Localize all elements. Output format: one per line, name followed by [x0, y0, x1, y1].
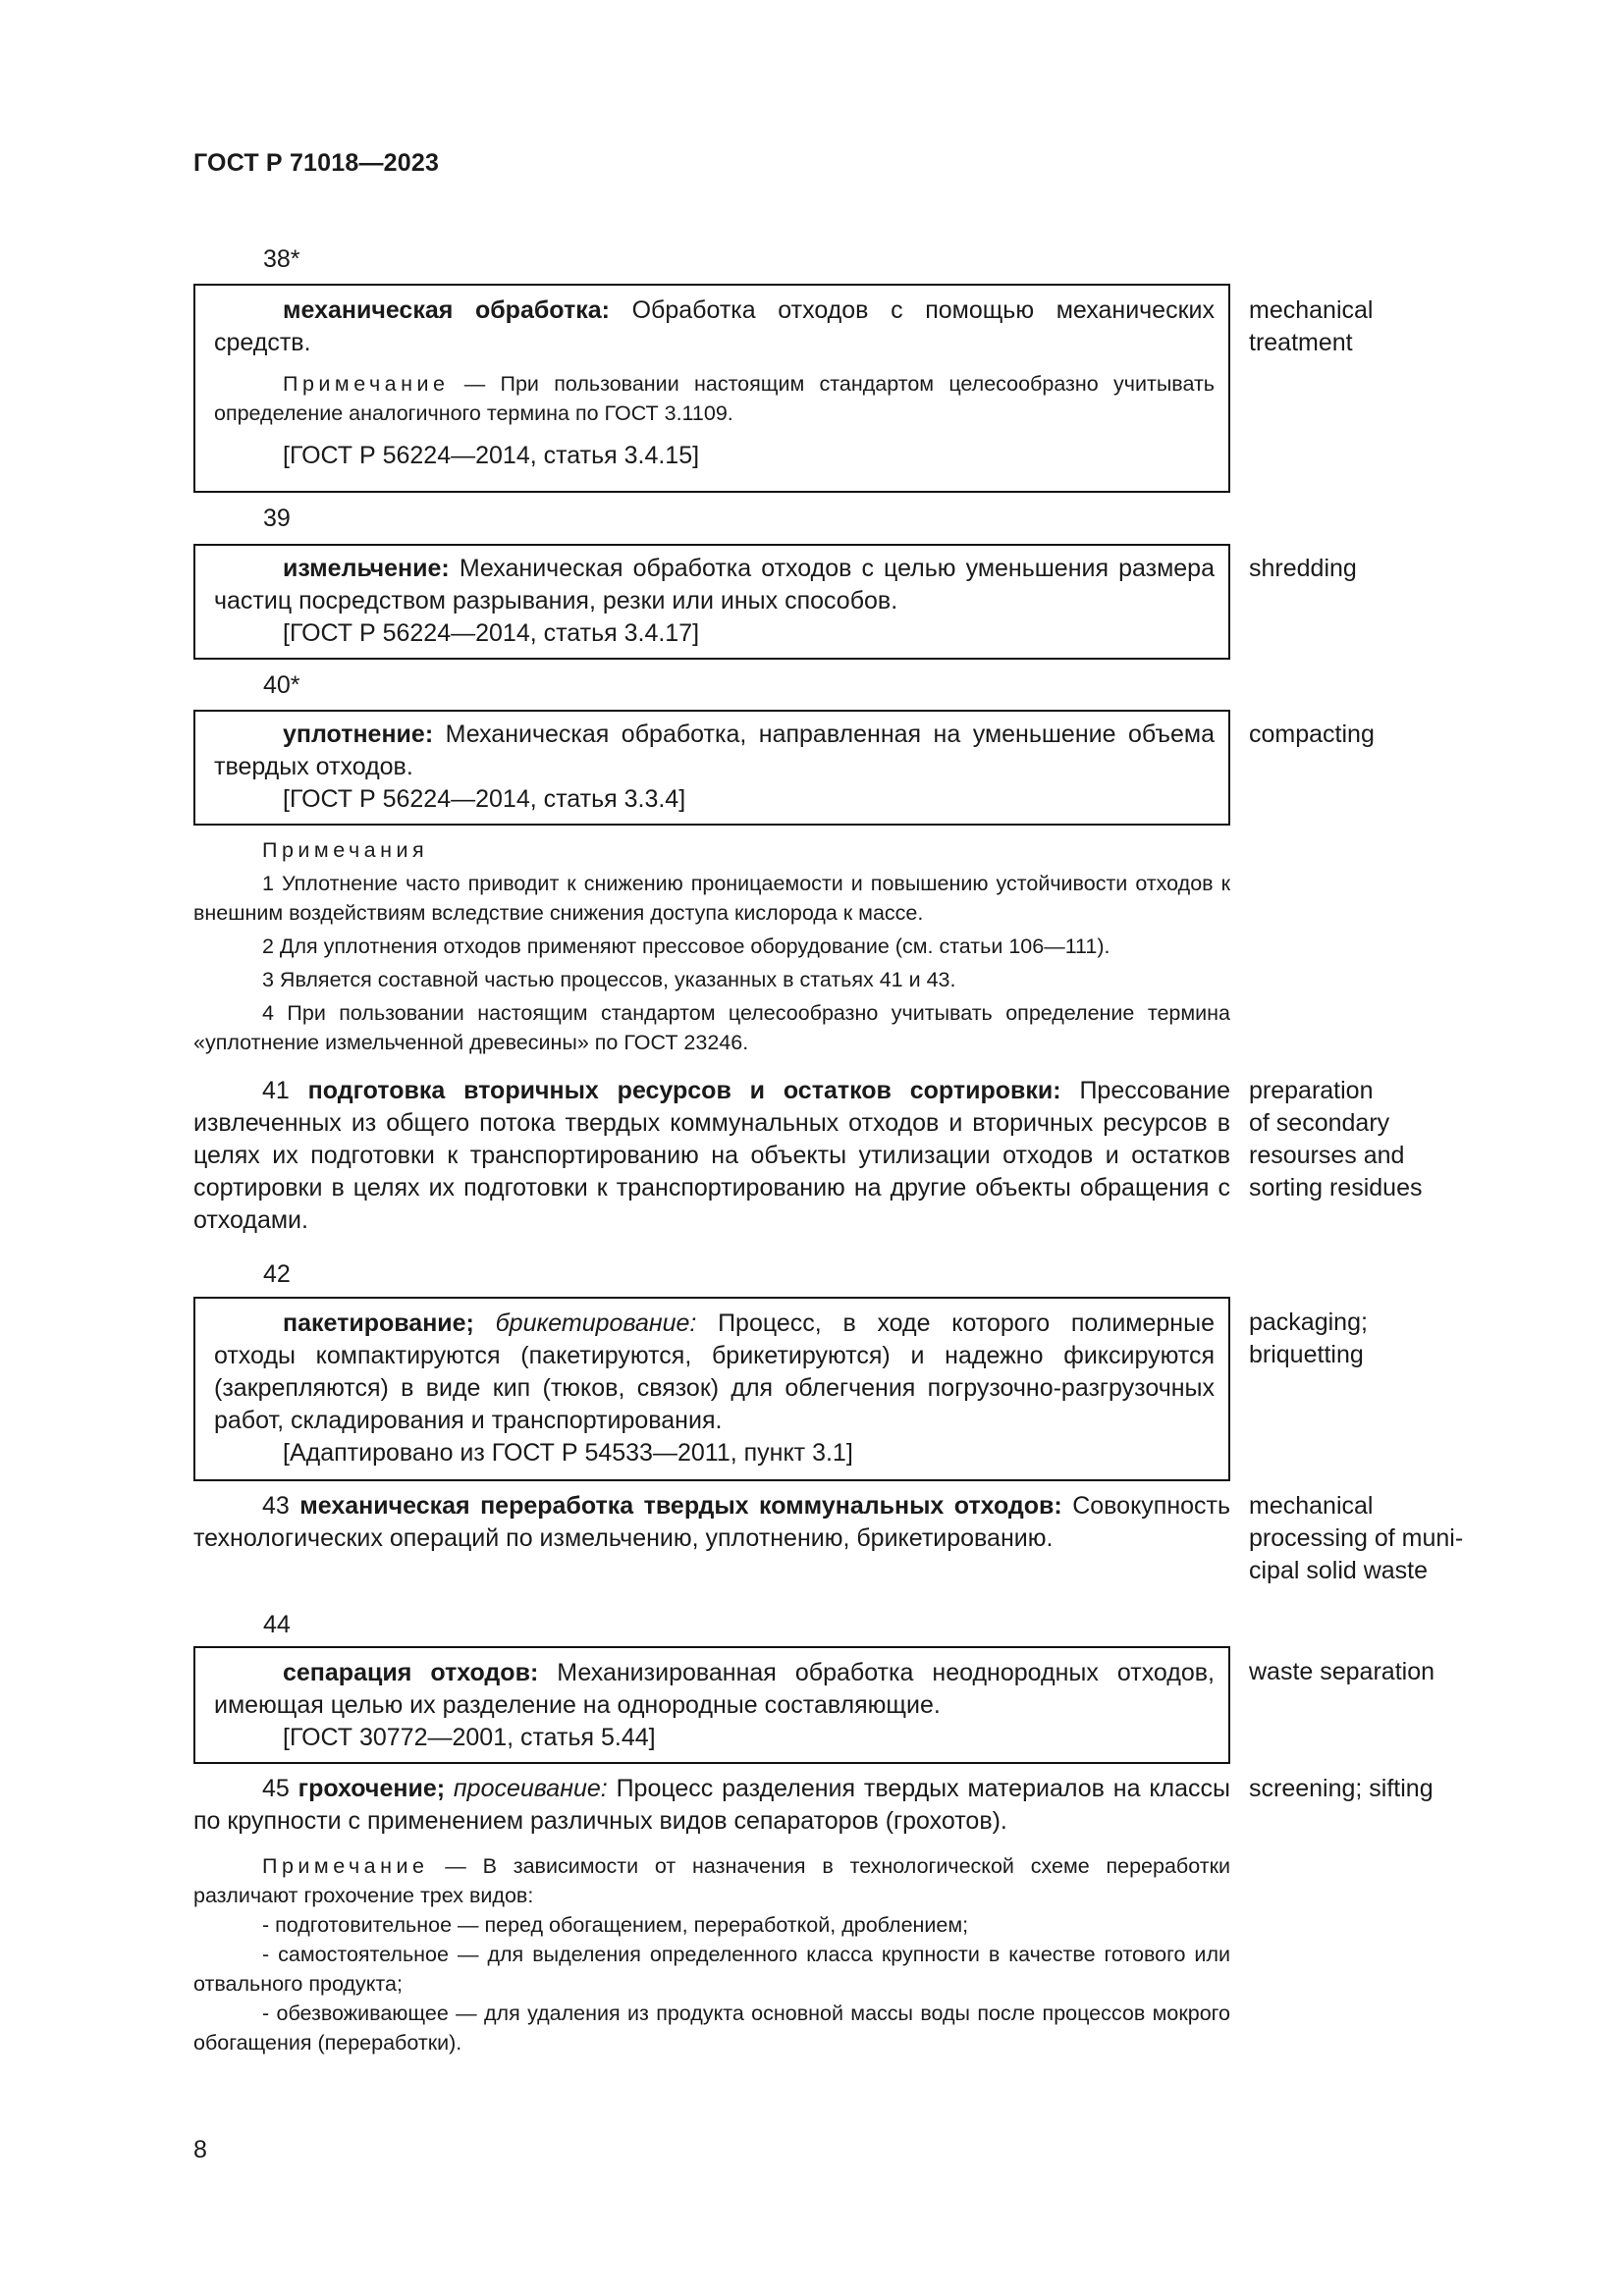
term-english-45	[1249, 1773, 1434, 1805]
term-name: механическая обработка:	[283, 296, 610, 324]
term-def-text: Процесс разделения твердых материалов на классы по крупности с применением различных видов сепараторов (грохотов).	[193, 1775, 1230, 1835]
term-name: грохочение;	[298, 1775, 446, 1802]
term-def-text: Процесс, в ходе которого полимерные отходы компактируются (пакетируются, брикетируются) и надежно фиксируются (закрепляются) в виде кип (тюков, связок) для облегчения погрузочно-разгрузочных работ, складирования и транспортирования.	[214, 1309, 1215, 1434]
term-45	[193, 1773, 1230, 2057]
notes-block-40	[193, 835, 1230, 1057]
term-english-40	[1249, 719, 1375, 751]
term-english-39	[1249, 553, 1357, 585]
english-line: of secondary	[1249, 1109, 1390, 1137]
term-number: 42	[263, 1260, 291, 1288]
term-source: [ГОСТ 30772—2001, статья 5.44]	[283, 1724, 656, 1751]
english-line: screening; sifting	[1249, 1775, 1434, 1802]
term-definition	[214, 1308, 1215, 1437]
english-line: shredding	[1249, 555, 1357, 582]
term-box-38	[193, 284, 1230, 493]
term-41	[193, 1075, 1230, 1237]
english-line: treatment	[1249, 329, 1353, 356]
note-item: 2 Для уплотнения отходов применяют прессовое оборудование (см. статьи 106—111).	[262, 934, 1110, 958]
note-text: — При пользовании настоящим стандартом целесообразно учитывать определение аналогичного термина по ГОСТ 3.1109.	[214, 372, 1215, 425]
term-synonym: брикетирование:	[495, 1309, 697, 1337]
term-note	[193, 1851, 1230, 1910]
term-number: 38*	[263, 245, 300, 273]
term-source: [ГОСТ Р 56224—2014, статья 3.4.17]	[283, 619, 700, 647]
term-source: [ГОСТ Р 56224—2014, статья 3.4.15]	[283, 442, 700, 469]
notes-label	[193, 835, 1230, 865]
note-list-item: - подготовительное — перед обогащением, переработкой, дроблением;	[262, 1913, 969, 1937]
term-source: [Адаптировано из ГОСТ Р 54533—2011, пункт 3.1]	[283, 1439, 853, 1467]
term-def-text: Совокупность технологических операций по измельчению, уплотнению, брикетированию.	[193, 1492, 1231, 1552]
term-synonym: просеивание:	[453, 1775, 608, 1802]
term-definition	[214, 1657, 1215, 1722]
document-header: ГОСТ Р 71018—2023	[193, 149, 440, 177]
note-text: — В зависимости от назначения в технологической схеме переработки различают грохочение трех видов:	[193, 1854, 1230, 1907]
term-number: 43	[262, 1492, 290, 1520]
term-english-42	[1249, 1307, 1368, 1371]
term-name: уплотнение:	[283, 721, 434, 748]
term-name: пакетирование;	[283, 1309, 474, 1337]
term-name: механическая переработка твердых коммунальных отходов:	[299, 1492, 1062, 1520]
english-line: processing of muni-	[1249, 1524, 1464, 1552]
term-definition	[193, 1490, 1230, 1555]
english-line: mechanical	[1249, 296, 1374, 324]
term-box-42	[193, 1297, 1230, 1481]
notes-label-text: Примечания	[262, 838, 429, 862]
term-definition	[214, 719, 1215, 783]
term-english-43	[1249, 1490, 1463, 1587]
english-line: compacting	[1249, 721, 1375, 748]
term-definition	[214, 553, 1215, 617]
term-number: 41	[262, 1077, 290, 1104]
term-name: подготовка вторичных ресурсов и остатков сортировки:	[307, 1077, 1061, 1104]
term-def-text: Обработка отходов с помощью механических средств.	[214, 296, 1215, 356]
term-def-text: Механизированная обработка неоднородных отходов, имеющая целью их разделение на однородные составляющие.	[214, 1659, 1215, 1719]
term-43	[193, 1490, 1230, 1555]
term-number: 40*	[263, 671, 300, 699]
note-item: 1 Уплотнение часто приводит к снижению проницаемости и повышению устойчивости отходов к внешним воздействиям вследствие снижения доступа кислорода к массе.	[193, 872, 1230, 925]
term-definition	[193, 1075, 1230, 1237]
english-line: cipal solid waste	[1249, 1557, 1429, 1584]
english-line: packaging;	[1249, 1308, 1368, 1336]
english-line: preparation	[1249, 1077, 1374, 1104]
note-label: Примечание	[262, 1854, 429, 1878]
term-number: 44	[263, 1611, 291, 1638]
note-list-item: - обезвоживающее — для удаления из продукта основной массы воды после процессов мокрого обогащения (переработки).	[193, 2002, 1230, 2055]
term-number: 39	[263, 505, 291, 532]
term-english-44	[1249, 1656, 1435, 1688]
term-english-38	[1249, 294, 1373, 359]
term-name: сепарация отходов:	[283, 1659, 539, 1686]
note-list-item: - самостоятельное — для выделения определенного класса крупности в качестве готового или отвального продукта;	[193, 1943, 1230, 1996]
english-line: sorting residues	[1249, 1174, 1423, 1201]
english-line: resourses and	[1249, 1142, 1405, 1169]
term-note	[214, 369, 1215, 428]
term-def-text: Прессование извлеченных из общего потока твердых коммунальных отходов и вторичных ресурсов в целях их подготовки к транспортированию на объекты утилизации отходов и остатков сортировки в целях их подготовки к транспортированию на другие объекты обращения с отходами.	[193, 1077, 1230, 1234]
note-item: 4 При пользовании настоящим стандартом целесообразно учитывать определение термина «уплотнение измельченной древесины» по ГОСТ 23246.	[193, 1001, 1230, 1054]
english-line: waste separation	[1249, 1658, 1435, 1685]
term-def-text: Механическая обработка отходов с целью уменьшения размера частиц посредством разрывания, резки или иных способов.	[214, 555, 1215, 614]
term-def-text: Механическая обработка, направленная на уменьшение объема твердых отходов.	[214, 721, 1215, 780]
english-line: briquetting	[1249, 1341, 1364, 1368]
term-box-39	[193, 544, 1230, 660]
note-label: Примечание	[283, 372, 450, 396]
term-name: измельчение:	[283, 555, 450, 582]
term-source: [ГОСТ Р 56224—2014, статья 3.3.4]	[283, 785, 686, 813]
term-box-44	[193, 1646, 1230, 1764]
page-number: 8	[193, 2136, 207, 2163]
note-item: 3 Является составной частью процессов, указанных в статьях 41 и 43.	[262, 968, 956, 991]
term-number: 45	[262, 1775, 290, 1802]
term-box-40	[193, 710, 1230, 826]
term-definition	[193, 1773, 1230, 1838]
term-definition	[214, 294, 1215, 359]
english-line: mechanical	[1249, 1492, 1374, 1520]
term-english-41	[1249, 1075, 1422, 1204]
